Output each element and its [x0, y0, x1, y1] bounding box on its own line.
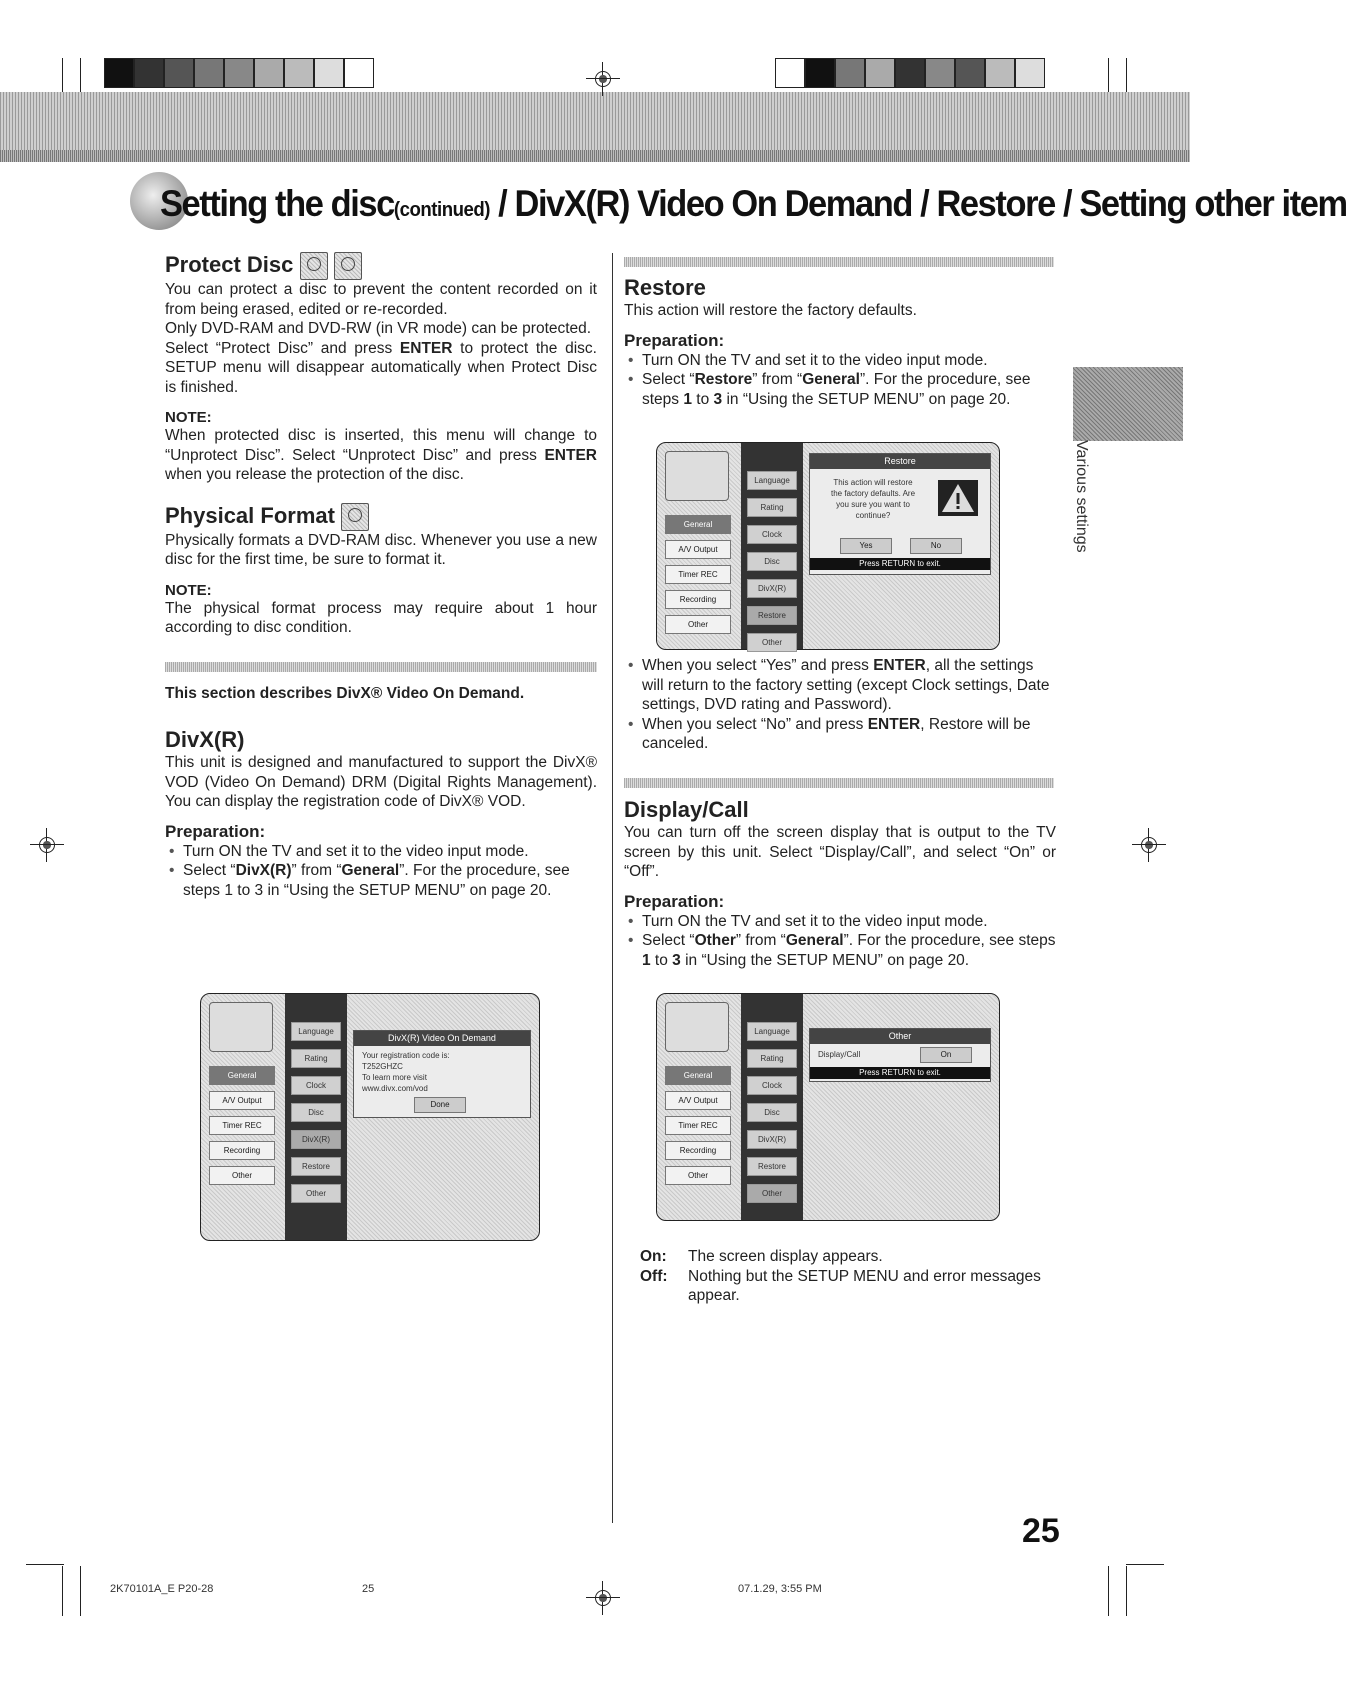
menu-item: Other [665, 1166, 731, 1185]
section-separator [624, 257, 1054, 267]
protect-disc-text: You can protect a disc to prevent the content recorded on it from being erased, edited or re-recorded. [165, 281, 597, 318]
crop-mark [1126, 1564, 1164, 1565]
menu-item: Other [291, 1184, 341, 1203]
dialog-text: Your registration code is: T252GHZC To learn more visit www.divx.com/vod [362, 1051, 450, 1093]
note-label: NOTE: [165, 581, 212, 599]
crop-mark [26, 1564, 64, 1565]
menu-item: Disc [747, 552, 797, 571]
list-item: • Select “Restore” from “General”. For the procedure, see steps 1 to 3 in “Using the SETUP MENU” on page 20. [642, 370, 1056, 409]
setup-menu-mid [741, 443, 803, 649]
on-off-legend [640, 1247, 1060, 1306]
crop-mark [62, 1566, 63, 1616]
return-hint: Press RETURN to exit. [810, 558, 990, 570]
physical-format-text: Physically formats a DVD-RAM disc. Whenever you use a new disc for the first time, be sure to format it. [165, 531, 597, 569]
restore-preparation-list [624, 351, 1056, 410]
note-text: The physical format process may require about 1 hour according to disc condition. [165, 599, 597, 637]
print-registration-band-lower [0, 150, 1190, 162]
restore-text: This action will restore the factory defaults. [624, 302, 917, 319]
other-dialog [809, 1028, 991, 1082]
note-text: When protected disc is inserted, this menu will change to “Unprotect Disc”. Select “Unprotect Disc” and press ENTER when you release the protection of the disc. [165, 427, 597, 484]
list-item: • Turn ON the TV and set it to the video input mode. [642, 912, 1056, 932]
restore-heading: Restore [624, 275, 706, 300]
setup-logo-icon [665, 451, 729, 501]
setup-menu-left [665, 1066, 731, 1191]
menu-item: Clock [747, 1076, 797, 1095]
menu-item: General [665, 1066, 731, 1085]
menu-item: Recording [209, 1141, 275, 1160]
dialog-title: DivX(R) Video On Demand [354, 1031, 530, 1046]
menu-item: Rating [747, 1049, 797, 1068]
crop-mark [80, 1566, 81, 1616]
color-calibration-bar-right [775, 58, 1045, 88]
menu-item: Recording [665, 1141, 731, 1160]
setup-menu-left [209, 1066, 275, 1191]
restore-result-list [624, 656, 1056, 754]
protect-disc-text: Only DVD-RAM and DVD-RW (in VR mode) can be protected. [165, 320, 592, 338]
yes-button: Yes [840, 538, 892, 554]
ram-disc-icon [300, 252, 328, 280]
divx-text: This unit is designed and manufactured to support the DivX® VOD (Video On Demand) DRM (Digital Rights Management). You can display the registration code of DivX® VOD. [165, 754, 597, 811]
menu-item: Other [665, 615, 731, 634]
menu-item: A/V Output [209, 1091, 275, 1110]
menu-item: Timer REC [209, 1116, 275, 1135]
restore-screen-mockup [656, 442, 1000, 650]
page-title: Setting the disc(continued) / DivX(R) Video On Demand / Restore / Setting other item [160, 183, 1347, 224]
menu-item: Language [747, 1022, 797, 1041]
menu-item: DivX(R) [747, 1130, 797, 1149]
setup-logo-icon [665, 1002, 729, 1052]
menu-item: Clock [747, 525, 797, 544]
list-item: • Select “DivX(R)” from “General”. For the procedure, see steps 1 to 3 in “Using the SETUP MENU” on page 20. [183, 861, 597, 900]
protect-disc-heading: Protect Disc [165, 252, 597, 280]
dialog-title: Other [810, 1029, 990, 1044]
menu-item: Clock [291, 1076, 341, 1095]
done-button: Done [414, 1097, 466, 1113]
return-hint: Press RETURN to exit. [810, 1067, 990, 1079]
setup-menu-mid [285, 994, 347, 1240]
divx-intro: This section describes DivX® Video On Demand. [165, 684, 525, 702]
registration-crosshair-icon [1132, 828, 1166, 862]
list-item: • Turn ON the TV and set it to the video input mode. [183, 842, 597, 862]
section-separator [624, 778, 1054, 788]
menu-item: Other [209, 1166, 275, 1185]
menu-item: Other [747, 1184, 797, 1203]
menu-item: Disc [747, 1103, 797, 1122]
footer-page: 25 [362, 1583, 375, 1595]
divx-heading: DivX(R) [165, 727, 245, 753]
preparation-label: Preparation: [624, 330, 725, 350]
section-separator [165, 662, 597, 672]
setup-menu-left [665, 515, 731, 640]
on-value: On [920, 1047, 972, 1063]
right-column-top [624, 275, 1056, 409]
note-label: NOTE: [165, 409, 212, 427]
menu-item: Restore [747, 606, 797, 625]
menu-item: Recording [665, 590, 731, 609]
menu-item: Rating [747, 498, 797, 517]
menu-item: Disc [291, 1103, 341, 1122]
no-button: No [910, 538, 962, 554]
left-column [165, 252, 597, 900]
display-call-item: Display/Call [818, 1050, 861, 1059]
protect-disc-text: Select “Protect Disc” and press ENTER to protect the disc. SETUP menu will disappear automatically when Protect Disc is finished. [165, 339, 597, 396]
side-tab-label: Various settings [1073, 440, 1090, 553]
crop-mark [1126, 58, 1127, 92]
list-item: • Select “Other” from “General”. For the procedure, see steps 1 to 3 in “Using the SETUP MENU” on page 20. [642, 931, 1056, 970]
warning-icon [938, 480, 978, 516]
footer-datetime: 07.1.29, 3:55 PM [738, 1583, 822, 1595]
list-item: • When you select “Yes” and press ENTER, all the settings will return to the factory setting (except Clock settings, Date settings, DVD rating and Password). [642, 656, 1056, 715]
preparation-label: Preparation: [624, 891, 725, 911]
crop-mark [1126, 1566, 1127, 1616]
menu-item: Restore [291, 1157, 341, 1176]
dialog-title: Restore [810, 454, 990, 469]
menu-item: A/V Output [665, 1091, 731, 1110]
crop-mark [1108, 1566, 1109, 1616]
column-divider [612, 253, 613, 1523]
menu-item: General [209, 1066, 275, 1085]
section-side-tab [1073, 367, 1183, 441]
divx-preparation-list [165, 842, 597, 901]
menu-item: DivX(R) [291, 1130, 341, 1149]
crop-mark [62, 58, 63, 92]
menu-item: General [665, 515, 731, 534]
on-row: On: The screen display appears. [640, 1248, 883, 1265]
menu-item: Timer REC [665, 565, 731, 584]
menu-item: Rating [291, 1049, 341, 1068]
preparation-label: Preparation: [165, 821, 266, 841]
color-calibration-bar-left [104, 58, 374, 88]
page-number: 25 [1022, 1512, 1060, 1550]
registration-crosshair-icon [586, 1581, 620, 1615]
restore-dialog [809, 453, 991, 575]
crop-mark [1108, 58, 1109, 92]
display-call-text: You can turn off the screen display that is output to the TV screen by this unit. Select “Display/Call”, and select “On” or “Off”. [624, 824, 1056, 880]
crop-mark [80, 58, 81, 92]
setup-menu-mid [741, 994, 803, 1220]
setup-logo-icon [209, 1002, 273, 1052]
physical-format-heading: Physical Format [165, 503, 597, 531]
footer-code: 2K70101A_E P20-28 [110, 1583, 214, 1595]
registration-crosshair-icon [30, 828, 64, 862]
menu-item: Timer REC [665, 1116, 731, 1135]
menu-item: DivX(R) [747, 579, 797, 598]
divx-dialog [353, 1030, 531, 1118]
menu-item: Language [291, 1022, 341, 1041]
registration-crosshair-icon [586, 62, 620, 96]
restore-after-notes [624, 656, 1056, 754]
off-row: Off: Nothing but the SETUP MENU and error messages appear. [640, 1267, 1041, 1304]
other-screen-mockup [656, 993, 1000, 1221]
dialog-text: This action will restore the factory defaults. Are you sure you want to continue? [830, 478, 916, 520]
menu-item: Language [747, 471, 797, 490]
display-call-heading: Display/Call [624, 797, 749, 822]
divx-screen-mockup [200, 993, 540, 1241]
right-column-bottom [624, 797, 1056, 970]
ram-disc-icon [341, 503, 369, 531]
display-call-preparation-list [624, 912, 1056, 971]
list-item: • When you select “No” and press ENTER, Restore will be canceled. [642, 715, 1056, 754]
menu-item: Other [747, 633, 797, 652]
list-item: • Turn ON the TV and set it to the video input mode. [642, 351, 1056, 371]
menu-item: Restore [747, 1157, 797, 1176]
menu-item: A/V Output [665, 540, 731, 559]
vr-disc-icon [334, 252, 362, 280]
